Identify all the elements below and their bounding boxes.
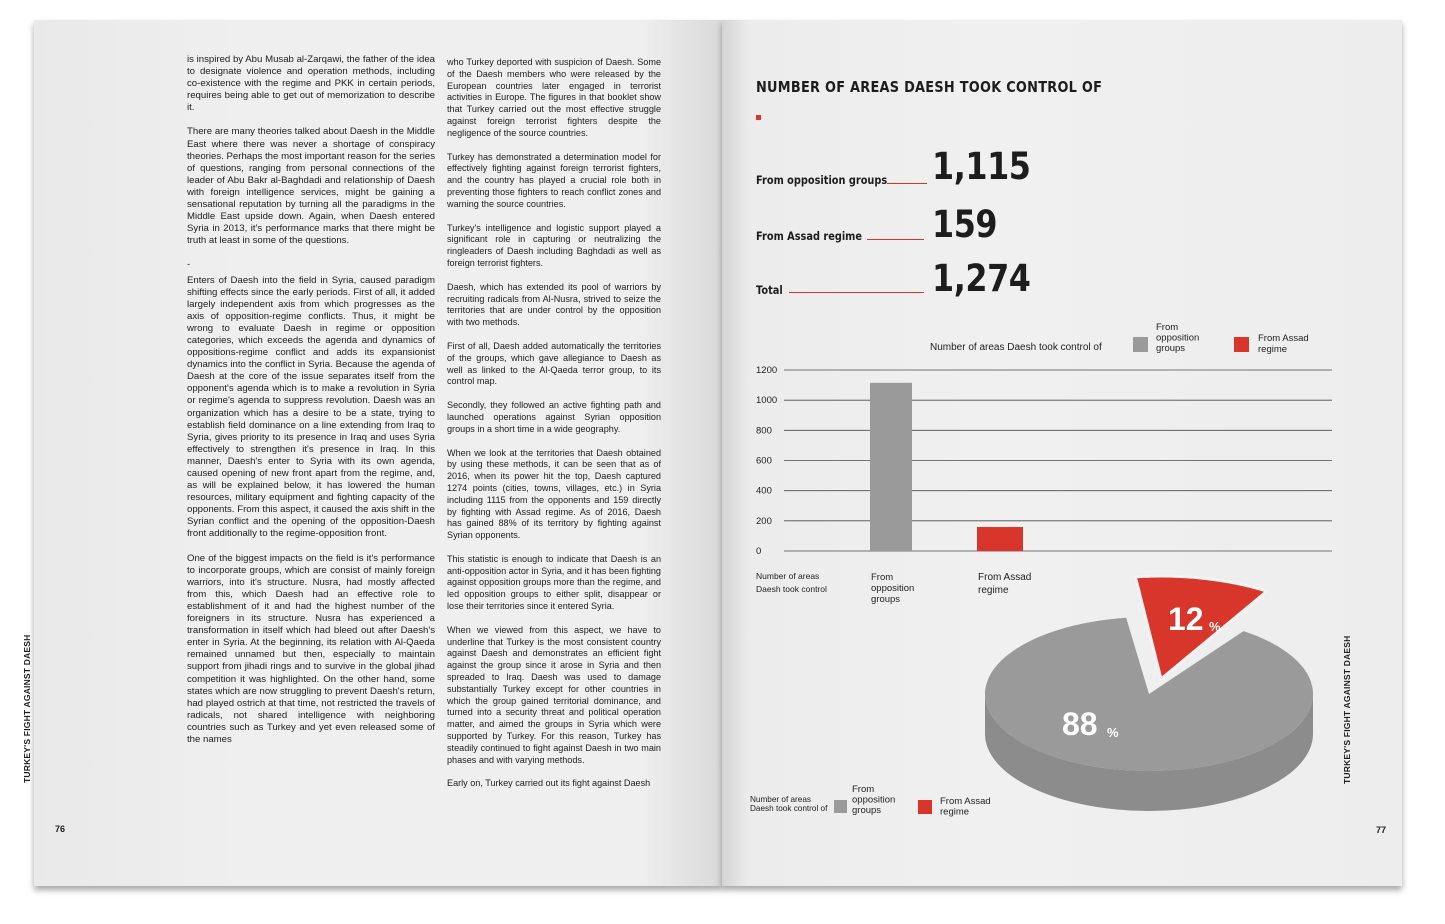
pie-label-unit: % xyxy=(1209,619,1221,634)
stat-value-opposition: 1,115 xyxy=(932,145,1031,188)
stat-label-opposition: From opposition groups xyxy=(756,173,888,187)
y-tick-label: 1000 xyxy=(756,395,778,407)
y-tick-label: 0 xyxy=(756,546,762,557)
legend-title: Number of areas Daesh took control of xyxy=(930,342,1102,353)
stat-label-total: Total xyxy=(756,283,783,297)
stat-value-regime: 159 xyxy=(932,203,998,246)
x-tick-label: From opposition groups xyxy=(871,572,915,605)
paragraph: Early on, Turkey carried out its fight against Daesh xyxy=(447,778,651,789)
left-side-title: TURKEY'S FIGHT AGAINST DAESH xyxy=(22,634,32,783)
separator-dash: - xyxy=(187,259,191,271)
legend-label: From Assad regime xyxy=(940,796,991,818)
paragraph: When we viewed from this aspect, we have to underline that Turkey is the most consistent country against Daesh and demonstrates an efficient fight against the group since it arose in Syria and then spreaded to Iraq. Daesh was used to damage substantially Turkey except for other countries in which the group gained territorial dominance, and turned into a security threat and political operation matter, and aimed the groups in Syria which were supported by Turkey. For this reason, Turkey has steadily continued to fight against Daesh in two main phases and with varying methods. xyxy=(447,624,661,765)
y-tick-label: 600 xyxy=(756,455,772,467)
paragraph: One of the biggest impacts on the field is it's performance to incorporate groups, which are consist of mainly foreign warriors, into it's structure. Nusra, had mostly affected from this, which Daesh had an effective role to establishment of it and had the highest number of the foreigners in its structure. Nusra has experienced a transformation in itself which had bleed out after Daesh's enter in Syria. At the beginning, its relation with Al-Qaeda remained unnamed but then, especially to maintain support from jihadi rings and to survive in the global jihad competition it was highlighted. On the other hand, some states which are now struggling to prevent Daesh's return, had played ostrich at that time, not restricted the travels of radicals, not shared intelligence with neighboring countries such as Turkey and yet even released some of the names xyxy=(187,552,435,745)
paragraph: First of all, Daesh added automatically the territories of the groups, which gave allegiance to Daesh as well as linked to the Al-Qaeda terror group, to its control map. xyxy=(447,340,661,387)
right-side-title: TURKEY'S FIGHT AGAINST DAESH xyxy=(1342,635,1352,784)
paragraph: This statistic is enough to indicate that Daesh is an anti-opposition actor in Syria, and it has been fighting against opposition groups more than the regime, and led opposition groups to either split, disappear or lose their territories since it entered Syria. xyxy=(447,553,661,612)
paragraph: Turkey's intelligence and logistic support played a significant role in capturing or neutralizing the ringleaders of Daesh including Baghdadi as well as foreign terrorist fighters. xyxy=(447,222,661,268)
paragraph: There are many theories talked about Daesh in the Middle East where there was never a shortage of conspiracy theories. Perhaps the most important reason for the series of questions, ranging from personal connections of the leader of Abu Bakr al-Baghdadi and relationship of Daesh with foreign intelligence services, might be gaining a sensational reputation by turning all the paradigms in the Middle East upside down. Again, when Daesh entered Syria in 2013, it's performance marks that there might be truth at least in some of the questions. xyxy=(187,126,435,247)
right-page-number: 77 xyxy=(1376,825,1387,835)
x-axis-caption: Number of areas Daesh took control xyxy=(756,571,827,594)
paragraph: Daesh, which has extended its pool of warriors by recruiting radicals from Al-Nusra, strived to seize the territories that are under control by the opposition with two methods. xyxy=(447,281,661,328)
paragraph: When we look at the territories that Daesh obtained by using these methods, it can be seen that as of 2016, when its power hit the top, Daesh captured 1274 points (cities, towns, villages, etc.) in Syria including 1115 from the opponents and 159 directly by fighting with Assad regime. As of 2016, Daesh has gained 88% of its territory by fighting against Syrian opponents. xyxy=(447,447,661,541)
left-page-number: 76 xyxy=(55,824,66,834)
x-tick-label: From Assad regime xyxy=(978,572,1032,596)
stat-label-regime: From Assad regime xyxy=(756,229,862,243)
y-tick-label: 400 xyxy=(756,485,772,497)
paragraph: Enters of Daesh into the field in Syria, caused paradigm shifting effects since the early periods. First of all, it added largely independent axis from which progresses as the axis of opposition-regime conflicts. Thus, it might be wrong to evaluate Daesh in regime or opposition categories, which exceeds the agenda and dynamics of oppositions-regime conflict and adds its expansionist dynamics into the conflict in Syria. Because the agenda of Daesh at the core of the issue separates itself from the opponent's agenda which is to make a revolution in Syria or regime's agenda to suppress revolution. Daesh was an organization which has a desire to be a state, trying to establish field dominance on a line extending from Iraq to Syria, gives priority to its presence in Iraq and uses Syria effectively to strengthen it's presence in Iraq. In this manner, Daesh's enter to Syria with its own agenda, caused opening of new front apart from the regime, and, as will be explained below, it has lowered the human resources, military equipment and fighting capacity of the opponents. From this aspect, it caused the axis shift in the Syrian conflict and the opening of the opposition-Daesh front additionally to the regime-opposition front. xyxy=(187,274,435,540)
legend-label: From opposition groups xyxy=(852,784,896,816)
stat-value-total: 1,274 xyxy=(932,257,1031,300)
legend-title: Number of areas Daesh took control of xyxy=(750,795,828,813)
y-tick-label: 1200 xyxy=(756,365,778,376)
infographic-title: NUMBER OF AREAS DAESH TOOK CONTROL OF xyxy=(756,78,1103,96)
paragraph: who Turkey deported with suspicion of Daesh. Some of the Daesh members who were released by the European countries later engaged in terrorist activities in Europe. The figures in that booklet show that Turkey carried out the most effective struggle against foreign terrorist fighters despite the negligence of the source countries. xyxy=(447,57,661,138)
legend-label: From opposition groups xyxy=(1156,322,1200,354)
pie-slice-opposition xyxy=(985,618,1313,771)
legend-swatch xyxy=(918,800,932,814)
pie-label-opposition: 88 xyxy=(1062,706,1098,742)
y-tick-label: 200 xyxy=(756,515,772,527)
legend-label: From Assad regime xyxy=(1258,333,1309,355)
paragraph: Turkey has demonstrated a determination model for effectively fighting against foreign terrorist fighters, and the country has played a crucial role both in preventing those fighters to reach conflict zones and warning the source countries. xyxy=(447,151,661,209)
paragraph: Secondly, they followed an active fighting path and launched operations against Syrian opposition groups in a short time in a wide geography. xyxy=(447,400,661,434)
legend-swatch xyxy=(834,800,847,813)
paragraph: is inspired by Abu Musab al-Zarqawi, the father of the idea to designate violence and operation methods, including co-existence with the regime and PKK in certain periods, requires being able to get out of memorization to describe it. xyxy=(187,54,435,114)
y-tick-label: 800 xyxy=(756,425,772,437)
pie-label-unit: % xyxy=(1107,725,1119,740)
pie-label-regime: 12 xyxy=(1168,601,1204,637)
